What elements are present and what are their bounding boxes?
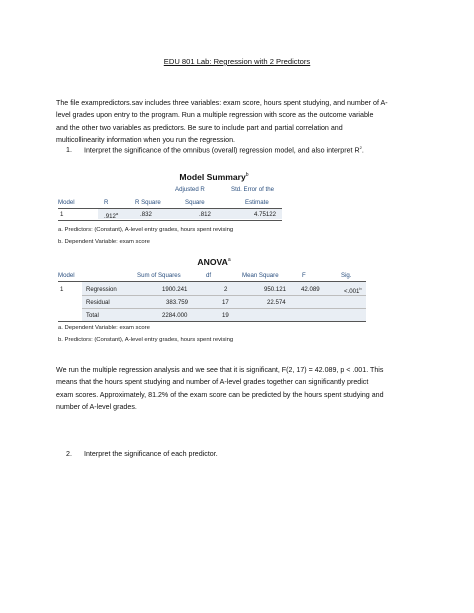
question-2 [66,449,218,459]
row-divider [82,308,366,309]
intro-paragraph [56,97,428,147]
superscript: b [245,172,249,179]
anova-title-text: ANOVA [197,257,228,267]
cell-label-regression: Regression [86,286,117,293]
header-sig: Sig. [341,272,352,279]
cell-ss-residual: 383.759 [166,299,189,306]
intro-line: The file exampredictors.sav includes three variables: exam score, hours spent studying, and number of A- [56,99,388,107]
model-summary-table [58,186,298,226]
question-number: 1. [66,146,72,155]
anova-table [58,272,370,326]
cell-label-total: Total [86,312,99,319]
superscript: 2 [359,145,362,150]
cell-sig-value: <.001 [344,288,360,296]
header-se-2: Estimate [245,199,269,206]
cell-df-residual: 17 [222,299,229,306]
header-r-square: R Square [135,199,161,206]
model-summary-footnote-a: a. Predictors: (Constant), A-level entry grades, hours spent revising [58,227,234,233]
table-rule [58,220,282,221]
anova-footnote-b: b. Predictors: (Constant), A-level entry grades, hours spent revising [58,337,234,343]
table-rule [58,321,366,322]
document-title: EDU 801 Lab: Regression with 2 Predictors [163,57,311,66]
anova-footnote-a: a. Dependent Variable: exam score [58,325,150,331]
answer-paragraph [56,364,428,414]
model-summary-title-text: Model Summary [179,172,246,182]
intro-line: level grades upon entry to the program. Run a multiple regression with score as the outcome variable [56,111,374,120]
cell-ss-regression: 1900.241 [162,286,188,293]
superscript: b [359,286,362,291]
superscript: a [227,257,231,264]
cell-ms-regression: 950.121 [264,286,287,293]
cell-model: 1 [60,211,64,218]
anova-title [58,257,370,267]
cell-f-regression: 42.089 [301,286,320,293]
cell-r [104,211,118,220]
question-1 [66,143,364,155]
model-summary-title [58,172,370,182]
superscript: a [115,211,119,216]
cell-label-residual: Residual [86,299,110,306]
header-sum-of-squares: Sum of Squares [137,272,181,279]
cell-df-regression: 2 [224,286,228,293]
header-mean-square: Mean Square [242,272,279,279]
cell-df-total: 19 [222,312,229,319]
header-model: Model [58,199,75,206]
cell-ms-residual: 22.574 [267,299,286,306]
header-df: df [206,272,212,279]
question-text: Interpret the significance of each predictor. [84,450,218,458]
model-summary-footnote-b: b. Dependent Variable: exam score [58,239,150,245]
header-model: Model [58,272,75,279]
header-adj-r-2: Square [185,199,205,206]
cell-sig-regression [344,286,362,295]
answer-line: means that the hours spent studying and number of A-level grades together can significantly predict [56,378,369,387]
intro-line: and the other two variables as predictors. Be sure to include part and partial correlation and [56,123,343,132]
header-se-1: Std. Error of the [231,186,275,193]
cell-se: 4.75122 [254,211,277,218]
cell-ss-total: 2284.000 [162,312,188,319]
intro-line: multicollinearity information when you run the regression. [56,136,236,145]
answer-line: number of A-level grades. [56,403,137,412]
answer-line: We run the multiple regression analysis and we see that it is significant, F(2, 17) = 42.089, p < .001. This [56,366,384,374]
question-text-end: . [361,146,364,155]
header-adj-r-1: Adjusted R [175,186,205,193]
cell-r-value: .912 [104,213,116,221]
row-divider [82,295,366,296]
header-f: F [302,272,306,279]
cell-adj-r-square: .812 [199,211,211,218]
cell-model: 1 [60,286,64,293]
header-r: R [104,199,109,206]
answer-line: exam scores. Approximately, 81.2% of the exam score can be predicted by the hours spent studying and [56,390,384,399]
question-text: Interpret the significance of the omnibus (overall) regression model, and also interpret R [84,146,360,155]
cell-r-square: .832 [140,211,152,218]
question-number: 2. [66,450,72,458]
